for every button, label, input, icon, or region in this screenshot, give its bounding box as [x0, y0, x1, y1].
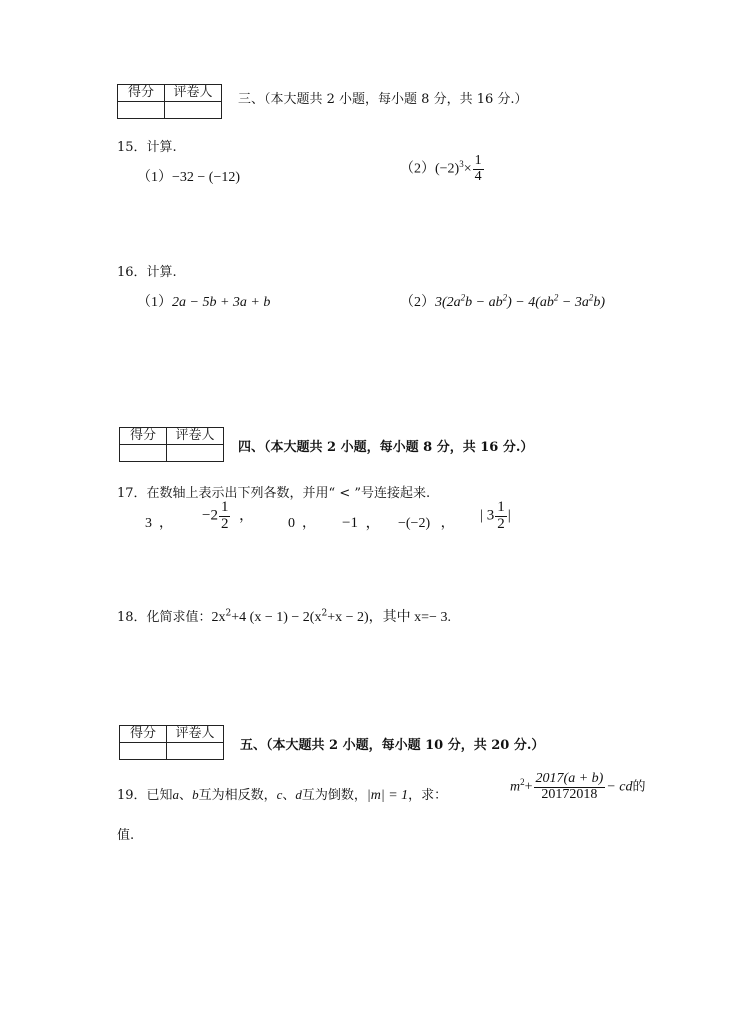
minus-cd: − cd: [606, 779, 633, 795]
variable-a: a: [172, 787, 180, 802]
score-blank-cell: [118, 102, 165, 119]
question-16-part-2: [400, 291, 605, 311]
grader-header-cell: 评卷人: [167, 428, 224, 445]
exponent: 2: [460, 292, 466, 303]
numerator: 1: [220, 499, 229, 515]
variable-d: d: [295, 787, 302, 802]
text-segment: 互为倒数，: [301, 788, 367, 803]
number: 3: [145, 516, 152, 531]
grader-blank-cell: [165, 102, 222, 119]
question-16-title: 16．计算.: [117, 265, 177, 280]
question-16-part-1: [137, 291, 270, 311]
text-segment: 互为相反数，: [198, 788, 277, 803]
section-heading: 三、（本大题共 2 小题，每小题 8 分，共 16 分.）: [238, 92, 528, 107]
fraction: [495, 500, 507, 533]
expr-segment: b − ab: [465, 295, 503, 310]
question-19-expression: [510, 772, 646, 802]
text-segment: ，求：: [408, 788, 448, 803]
score-blank-cell: [120, 743, 167, 760]
score-blank-cell: [120, 445, 167, 462]
section-heading: 四、（本大题共 2 小题，每小题 8 分，共 16 分.）: [238, 440, 534, 455]
numerator: 1: [474, 153, 482, 168]
question-15-part-2: [400, 154, 485, 184]
exponent: 2: [321, 608, 328, 619]
text-segment: 、: [282, 788, 296, 803]
grader-header-cell: 评卷人: [167, 726, 224, 743]
grader-blank-cell: [167, 743, 224, 760]
expr-segment: b): [593, 295, 606, 310]
exponent: 2: [502, 292, 508, 303]
part-label: （2）: [400, 295, 435, 310]
number-neg-1: [342, 511, 380, 532]
text-segment: 、: [179, 788, 193, 803]
score-table-1: [117, 84, 222, 119]
abs-left: | 3: [480, 507, 495, 524]
part-label: （2）: [400, 161, 435, 177]
number-abs-3-half: [480, 500, 511, 533]
m-base: m: [510, 779, 521, 795]
question-prefix: 18．化简求值：: [117, 610, 212, 625]
score-table-2: [119, 427, 224, 462]
expr-segment: +x − 2)，其中 x=− 3.: [327, 610, 451, 625]
fraction: [534, 772, 606, 802]
numerator: 2017(a + b): [535, 771, 604, 786]
number: −1: [342, 515, 358, 531]
question-15-part-1: [137, 166, 240, 186]
number: −(−2): [398, 516, 431, 531]
part-label: （1）: [137, 295, 172, 310]
fraction: [219, 500, 231, 533]
text-segment: 19．已知: [117, 788, 173, 803]
denominator: 2: [220, 515, 229, 532]
denominator: 2: [497, 515, 505, 532]
question-17-title: 17．在数轴上表示出下列各数，并用“ < ”号连接起来.: [117, 486, 431, 501]
times-sign: ×: [463, 161, 472, 177]
expr-segment: 3(2a: [435, 295, 461, 310]
abs-m-equation: |m| = 1: [366, 788, 409, 803]
exponent: 2: [225, 608, 232, 619]
expr-segment: ) − 4(ab: [507, 295, 554, 310]
abs-right: |: [507, 507, 511, 524]
score-header-cell: 得分: [120, 726, 167, 743]
question-19-line-1: [117, 784, 447, 804]
fraction: [473, 154, 484, 184]
separator: ，: [238, 507, 254, 524]
expr-segment: − 3a: [558, 295, 589, 310]
grader-blank-cell: [167, 445, 224, 462]
exponent: 2: [588, 292, 594, 303]
whole-part: −2: [202, 507, 218, 524]
number-neg-2-half: [202, 500, 254, 533]
question-18: [117, 606, 451, 626]
math-expression: 2a − 5b + 3a + b: [172, 295, 271, 310]
denominator: 20172018: [541, 786, 598, 802]
variable-b: b: [192, 787, 199, 802]
section-heading: 五、（本大题共 2 小题，每小题 10 分，共 20 分.）: [240, 738, 545, 753]
number-0: [288, 512, 316, 532]
number-3: [145, 512, 173, 532]
separator: ，: [365, 515, 381, 531]
text-segment: 的: [632, 779, 646, 795]
exponent: 3: [459, 158, 464, 169]
score-header-cell: 得分: [120, 428, 167, 445]
numerator: 1: [497, 499, 505, 515]
math-expression: −32 − (−12): [172, 170, 241, 185]
separator: ，: [302, 516, 316, 531]
question-19-line-2: 值.: [117, 828, 135, 843]
base: (−2): [435, 161, 460, 177]
question-15-title: 15．计算.: [117, 140, 177, 155]
part-label: （1）: [137, 170, 172, 185]
separator: ，: [440, 516, 455, 531]
plus-sign: +: [524, 779, 533, 795]
exponent: 2: [520, 776, 525, 787]
grader-header-cell: 评卷人: [165, 85, 222, 102]
number: 0: [288, 516, 295, 531]
score-table-3: [119, 725, 224, 760]
expr-segment: +4 (x − 1) − 2(x: [231, 610, 322, 625]
number-neg-neg-2: [398, 512, 455, 532]
separator: ，: [159, 516, 173, 531]
score-header-cell: 得分: [118, 85, 165, 102]
expr-segment: 2x: [211, 610, 226, 625]
variable-c: c: [276, 787, 283, 802]
denominator: 4: [474, 168, 482, 184]
exponent: 2: [553, 292, 559, 303]
